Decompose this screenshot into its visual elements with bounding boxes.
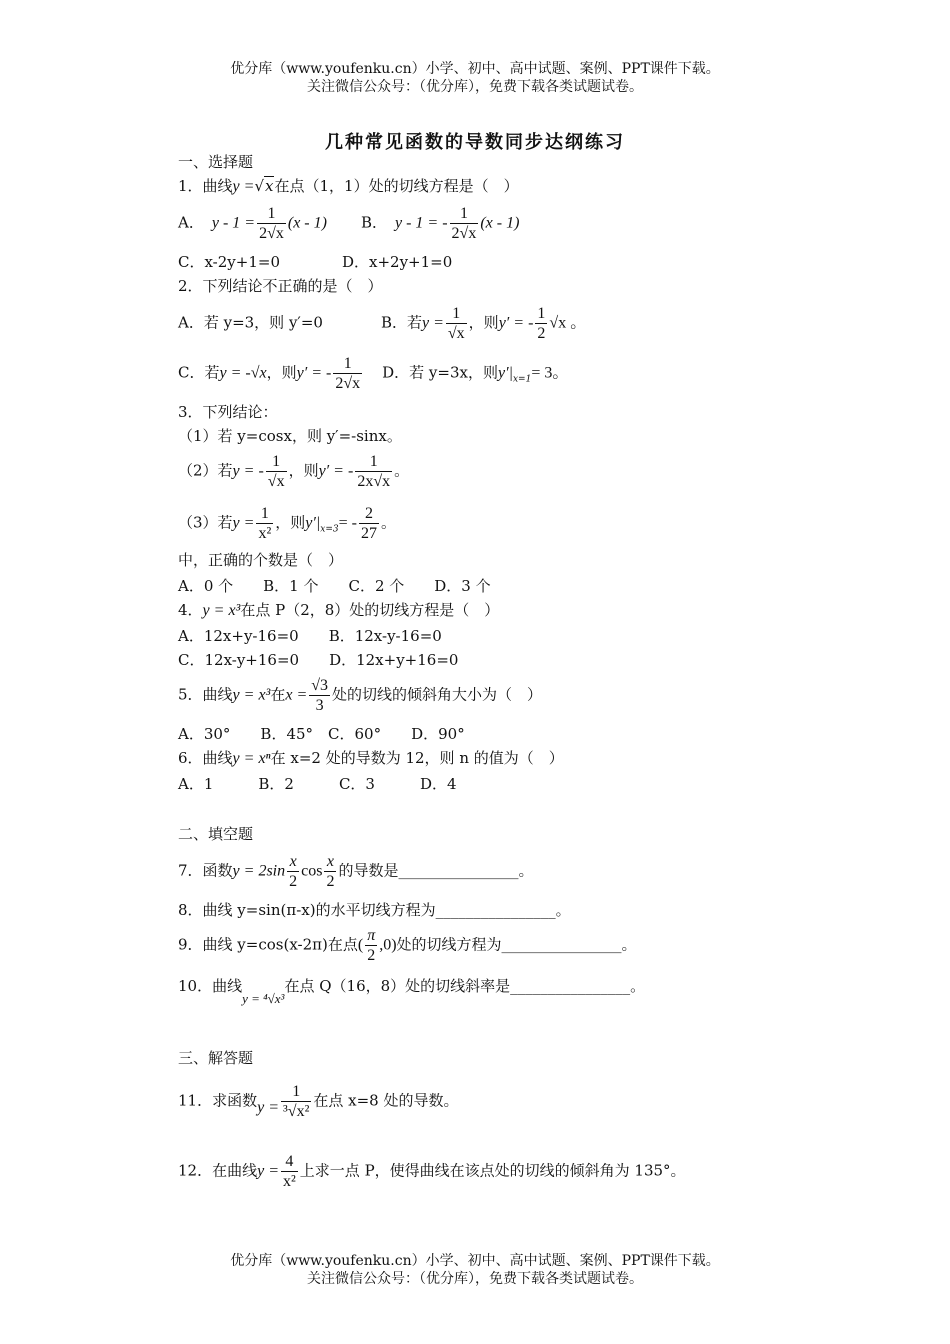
header-line-2: 关注微信公众号：（优分库），免费下载各类试题试卷。	[307, 79, 643, 95]
question-5-options: A．30° B．45° C．60° D．90°	[178, 725, 465, 743]
question-3-options: A．0 个 B．1 个 C．2 个 D．3 个	[178, 577, 491, 595]
question-3-ending: 中，正确的个数是（ ）	[178, 551, 344, 569]
question-3-item-3: （3）若y = $\frac{1}{\text{x²}}$ ，则$y'|_{x=3}=$ - $\frac{2}{27}$ 。	[178, 505, 396, 542]
question-2-options-ab: A．若 y=3，则 y′=0 B．若y = $\frac{1}{√x}$ ，则y′ = - $\frac{1}{2}$ √x 。	[178, 305, 587, 342]
header-line-1: 优分库（www.youfenku.cn）小学、初中、高中试题、案例、PPT课件下载。	[230, 61, 720, 77]
question-12: 12．在曲线y = $\frac{4}{\text{x²}}$ 上求一点 P，使得曲线在该点处的切线的倾斜角为 135°。	[178, 1153, 686, 1190]
question-3-item-1: （1）若 y=cosx，则 y′=-sinx。	[178, 427, 402, 445]
question-1-options-ab: A． y - 1 = $\frac{1}{2√x}$ (x - 1) B． y - 1 = - $\frac{1}{2√x}$ (x - 1)	[178, 205, 520, 242]
footer-line-2: 关注微信公众号：（优分库），免费下载各类试题试卷。	[307, 1271, 643, 1287]
question-5: 5．曲线y = x³在x = $\frac{√3}{3}$ 处的切线的倾斜角大小为（ ）	[178, 677, 543, 714]
question-4: 4．y = x³在点 P（2，8）处的切线方程是（ ）	[178, 601, 500, 619]
question-3-item-2: （2）若y = - $\frac{1}{√x}$ ，则y′ = - $\frac{1}{2x√x}$ 。	[178, 453, 410, 490]
question-2: 2．下列结论不正确的是（ ）	[178, 277, 383, 295]
question-9: 9．曲线 y=cos(x-2π)在点( $\frac{\pi}{2}$ ,0)处的切线方程为________________。	[178, 927, 637, 964]
question-6: 6．曲线y = xⁿ在 x=2 处的导数为 12，则 n 的值为（ ）	[178, 749, 564, 767]
question-6-options: A．1 B．2 C．3 D．4	[178, 775, 457, 793]
question-1-options-cd: C．x-2y+1=0 D．x+2y+1=0	[178, 253, 453, 271]
footer-line-1: 优分库（www.youfenku.cn）小学、初中、高中试题、案例、PPT课件下载。	[230, 1253, 720, 1269]
question-3: 3．下列结论：	[178, 403, 278, 421]
question-4-options-cd: C．12x-y+16=0 D．12x+y+16=0	[178, 651, 459, 669]
question-4-options-ab: A．12x+y-16=0 B．12x-y-16=0	[178, 627, 442, 645]
question-11: 11．求函数y = $\frac{1}{\text{³√x²}}$ 在点 x=8 处的导数。	[178, 1083, 459, 1120]
section-heading-fill: 二、填空题	[178, 825, 254, 843]
question-2-options-cd: C．若y = -√x，则y′ = - $\frac{1}{2√x}$ D．若 y=3x，则$y'|_{x=1}= 3$。	[178, 355, 569, 392]
section-heading-choice: 一、选择题	[178, 153, 254, 171]
document-title: 几种常见函数的导数同步达纲练习	[325, 132, 625, 153]
question-10: 10．曲线y = ⁴√x³在点 Q（16，8）处的切线斜率是________________。	[178, 977, 646, 1006]
question-7: 7．函数y = 2sin $\frac{x}{2}$ cos $\frac{x}{2}$ 的导数是________________。	[178, 853, 534, 890]
section-heading-answer: 三、解答题	[178, 1049, 254, 1067]
question-1: 1．曲线y =√x在点（1，1）处的切线方程是（ ）	[178, 177, 519, 195]
question-8: 8．曲线 y=sin(π-x)的水平切线方程为________________。	[178, 901, 571, 919]
